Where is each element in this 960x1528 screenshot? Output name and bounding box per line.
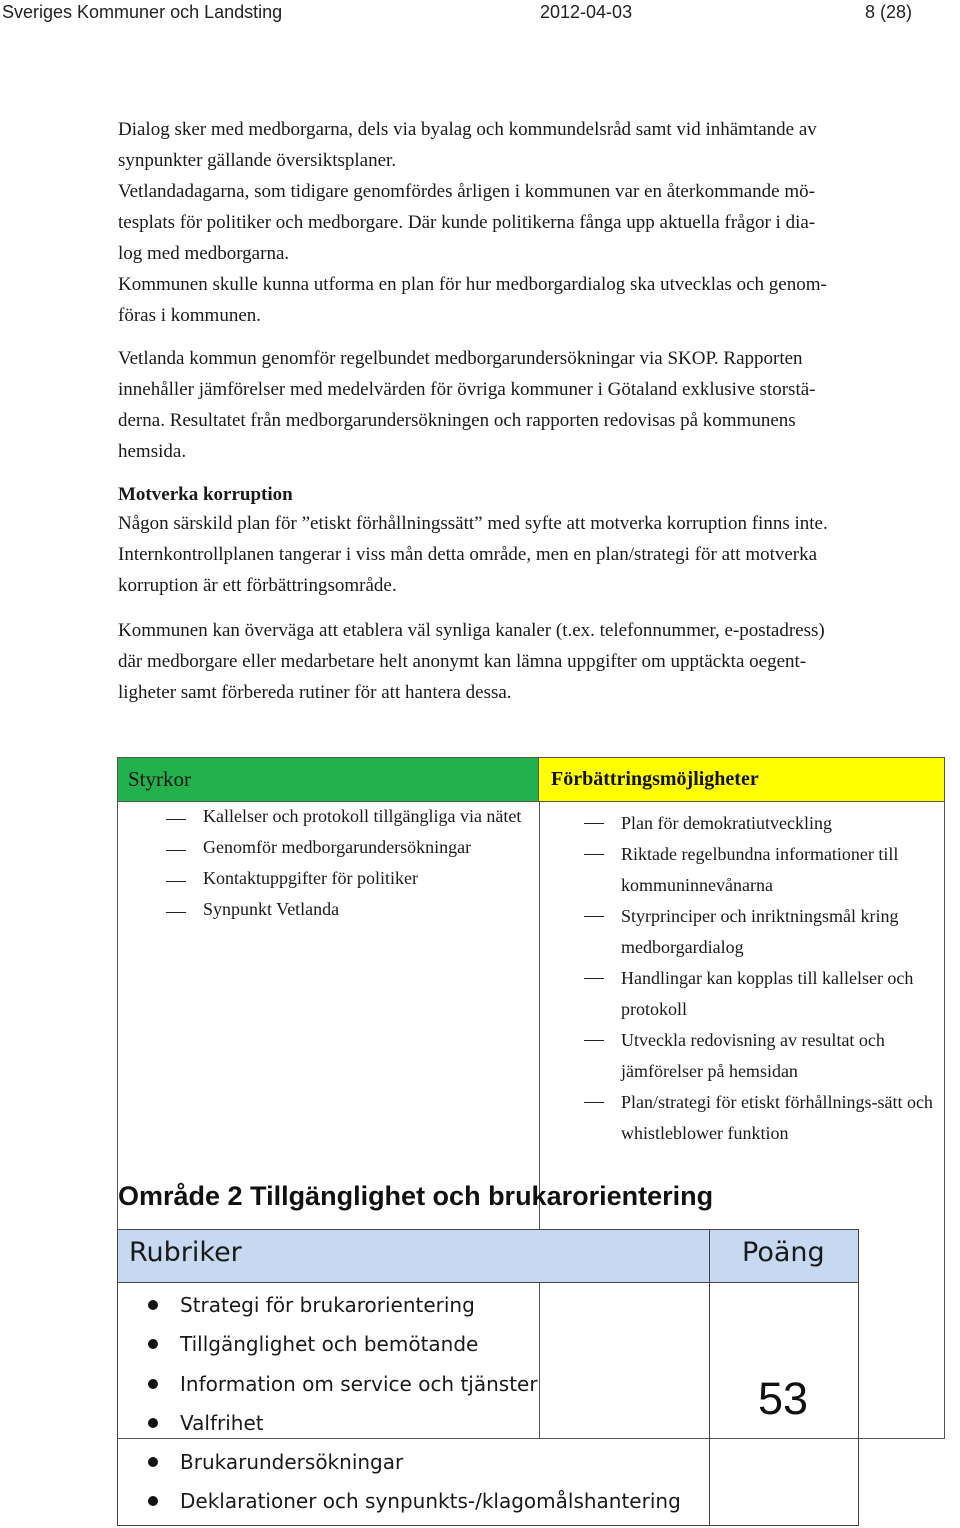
improvements-header: Förbättringsmöjligheter <box>539 758 944 801</box>
list-item: Kontaktuppgifter för politiker <box>118 866 528 891</box>
list-item: Valfrihet <box>118 1410 681 1449</box>
bullet-icon <box>148 1457 158 1467</box>
bullet-icon <box>148 1339 158 1349</box>
dash-bullet <box>166 850 186 851</box>
paragraph-dialog <box>118 114 958 331</box>
body-paragraphs-top <box>118 114 958 467</box>
text-line: Vetlanda kommun genomför regelbundet medborgarundersökningar via SKOP. Rapporten <box>118 348 803 369</box>
list-item: Handlingar kan kopplas till kallelser och protokoll <box>539 963 939 1025</box>
score-value: 53 <box>758 1373 809 1424</box>
text-line: Någon särskild plan för ”etiskt förhållningssätt” med syfte att motverka korruption finns inte. <box>118 513 828 534</box>
strengths-header: Styrkor <box>118 758 539 801</box>
list-item: Tillgänglighet och bemötande <box>118 1331 681 1370</box>
rubriker-table-header <box>118 1230 858 1283</box>
list-item: Plan för demokratiutveckling <box>539 808 939 839</box>
list-item: Styrprinciper och inriktningsmål kring medborgardialog <box>539 901 939 963</box>
list-item: Kallelser och protokoll tillgängliga via nätet <box>118 804 528 829</box>
list-item: Brukarundersökningar <box>118 1449 681 1488</box>
column-header-poang: Poäng <box>742 1237 825 1268</box>
text-line: hemsida. <box>118 441 187 462</box>
strengths-list <box>118 804 528 928</box>
section-title: Område 2 Tillgänglighet och brukarorientering <box>118 1181 714 1211</box>
header-organization: Sveriges Kommuner och Landsting <box>2 2 283 22</box>
text-line: föras i kommunen. <box>118 305 262 326</box>
text-line: Dialog sker med medborgarna, dels via byalag och kommundelsråd samt vid inhämtande av <box>118 119 817 140</box>
list-item: Plan/strategi för etiskt förhållnings-sätt och whistleblower funktion <box>539 1087 939 1149</box>
text-line: där medborgare eller medarbetare helt anonymt kan lämna uppgifter om upptäckta oegent- <box>118 651 807 672</box>
heading-motverka-korruption: Motverka korruption <box>118 484 293 505</box>
list-item: Strategi för brukarorientering <box>118 1292 681 1331</box>
body-paragraphs-bottom <box>118 508 958 708</box>
list-item: Genomför medborgarundersökningar <box>118 835 528 860</box>
list-item: Riktade regelbundna informationer till kommuninnevånarna <box>539 839 939 901</box>
text-line: tesplats för politiker och medborgare. Där kunde politikerna fånga upp aktuella frågor i dia- <box>118 212 816 233</box>
dash-bullet <box>166 819 186 820</box>
header-page-number: 8 (28) <box>865 2 913 22</box>
list-item: Synpunkt Vetlanda <box>118 897 528 922</box>
bullet-icon <box>148 1496 158 1506</box>
text-line: log med medborgarna. <box>118 243 290 264</box>
text-line: ligheter samt förbereda rutiner för att hantera dessa. <box>118 682 512 703</box>
list-item: Deklarationer och synpunkts-/klagomålshantering <box>118 1488 681 1527</box>
improvements-list <box>539 808 939 1149</box>
text-line: korruption är ett förbättringsområde. <box>118 575 397 596</box>
bullet-icon <box>148 1418 158 1428</box>
header-date: 2012-04-03 <box>540 2 633 22</box>
dash-bullet <box>166 912 186 913</box>
text-line: Kommunen kan överväga att etablera väl synliga kanaler (t.ex. telefonnummer, e-postadress) <box>118 620 825 641</box>
text-line: synpunkter gällande översiktsplaner. <box>118 150 397 171</box>
dash-bullet <box>166 881 186 882</box>
paragraph-kanaler <box>118 615 958 708</box>
paragraph-skop <box>118 343 958 467</box>
text-line: derna. Resultatet från medborgarundersökningen och rapporten redovisas på kommunens <box>118 410 796 431</box>
dash-bullet <box>584 916 604 917</box>
paragraph-korruption <box>118 508 958 601</box>
bullet-icon <box>148 1300 158 1310</box>
dash-bullet <box>584 1040 604 1041</box>
list-item: Information om service och tjänster <box>118 1371 681 1410</box>
list-item: Utveckla redovisning av resultat och jämförelser på hemsidan <box>539 1025 939 1087</box>
text-line: Internkontrollplanen tangerar i viss mån detta område, men en plan/strategi för att motverka <box>118 544 818 565</box>
rubriker-table <box>117 1229 859 1526</box>
text-line: Kommunen skulle kunna utforma en plan för hur medborgardialog ska utvecklas och genom- <box>118 274 827 295</box>
dash-bullet <box>584 978 604 979</box>
text-line: innehåller jämförelser med medelvärden för övriga kommuner i Götaland exklusive storstä- <box>118 379 816 400</box>
dash-bullet <box>584 823 604 824</box>
dash-bullet <box>584 1102 604 1103</box>
text-line: Vetlandadagarna, som tidigare genomfördes årligen i kommunen var en återkommande mö- <box>118 181 815 202</box>
bullet-icon <box>148 1379 158 1389</box>
page-header <box>0 0 960 28</box>
dash-bullet <box>584 854 604 855</box>
rubriker-list <box>118 1292 681 1528</box>
column-header-rubriker: Rubriker <box>129 1237 242 1268</box>
